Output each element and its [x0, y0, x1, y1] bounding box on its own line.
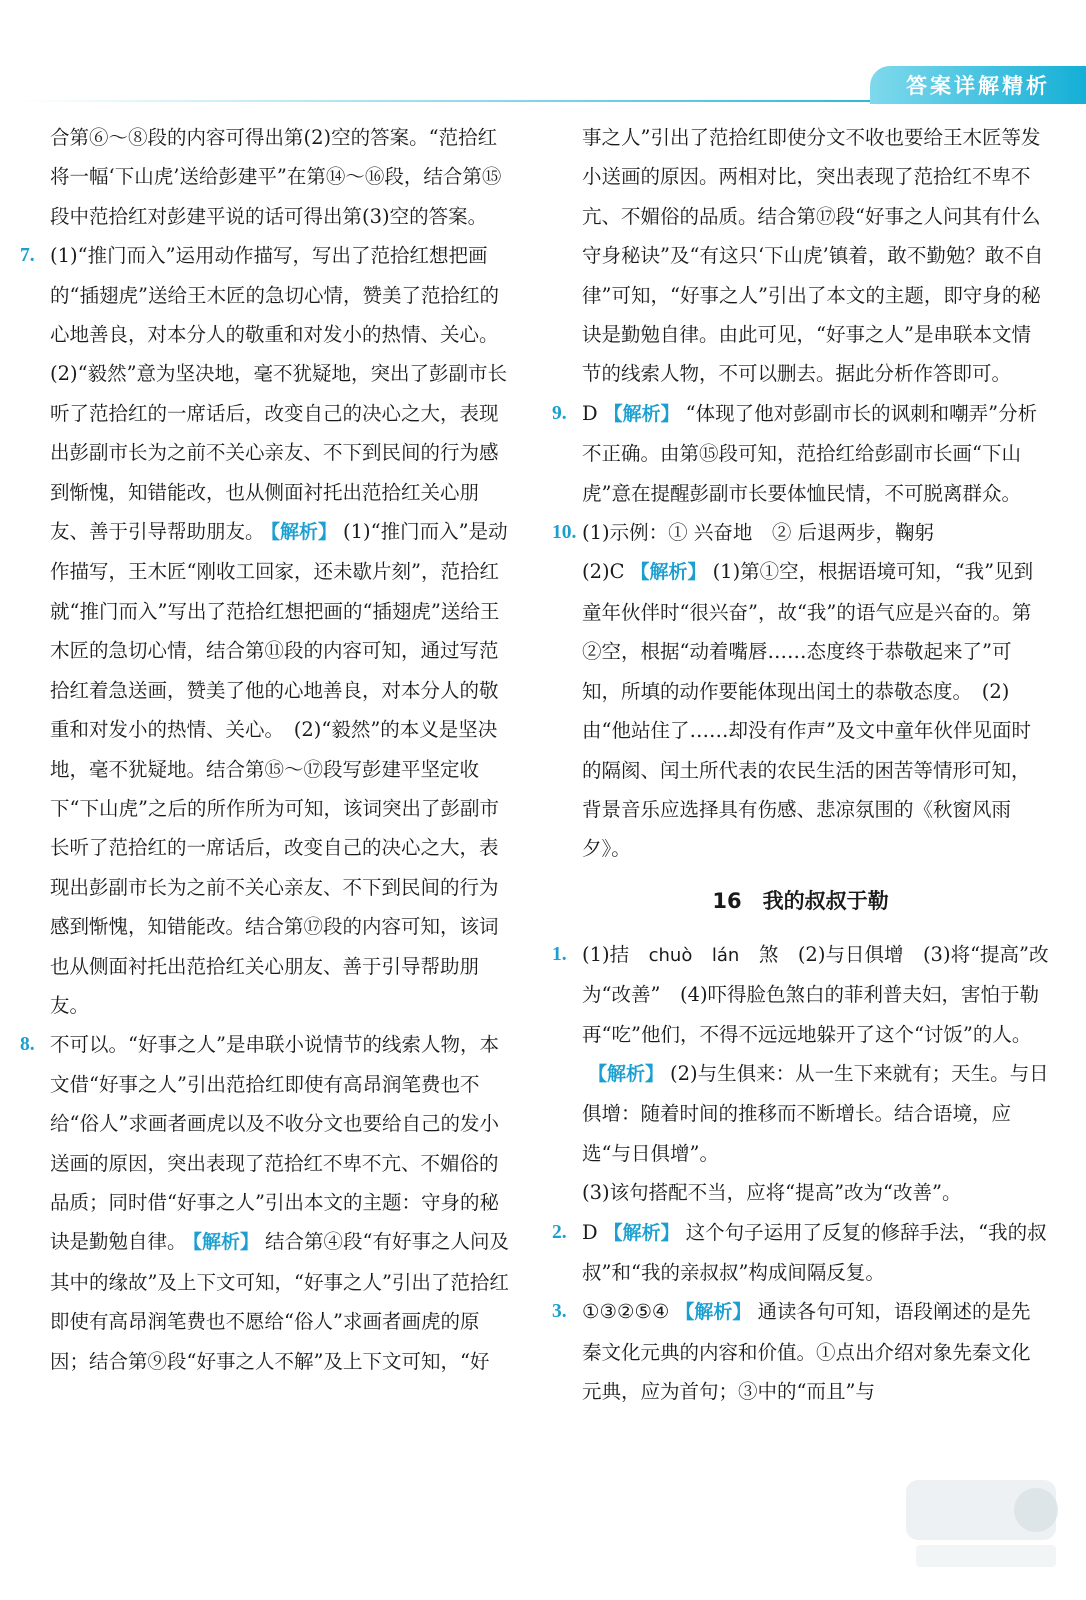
- analysis-label: 【解析】: [192, 1231, 260, 1254]
- question-9: [552, 394, 1049, 513]
- analysis-label: 【解析】: [675, 1301, 752, 1324]
- continuation-text: 事之人”引出了范拾红即使分文不收也要给王木匠等发小送画的原因。两相对比，突出表现了范拾红不卑不亢、不媚俗的品质。结合第⑰段“好事之人问其有什么守身秘诀”及“有这只‘下山虎’镇着，敢不勤勉？敢不自律”可知，“好事之人”引出了本文的主题，即守身的秘诀是勤勉自律。由此可见，“好事之人”是串联本文情节的线索人物，不可以删去。据此分析作答即可。: [582, 126, 1044, 386]
- analysis-label: 【解析】: [630, 561, 707, 584]
- analysis-text: 结合第④段“有好事之人问及其中的缘故”及上下文可知，“好事之人”引出了范拾红即使有高昂润笔费也不愿给“俗人”求画者画虎的原因；结合第⑨段“好事之人不解”及上下文可知，“好: [50, 1230, 510, 1373]
- question-number: 1.: [552, 943, 567, 965]
- section-number: 16: [712, 888, 742, 913]
- analysis-label: 【解析】: [270, 521, 338, 544]
- analysis-note: (3)该句搭配不当，应将“提高”改为“改善”。: [582, 1181, 962, 1205]
- section-heading: [552, 881, 1049, 921]
- analysis-text: 通读各句可知，语段阐述的是先秦文化元典的内容和价值。①点出介绍对象先秦文化元典，应为首句；③中的“而且”与: [582, 1300, 1031, 1404]
- question-number: 7.: [20, 245, 35, 267]
- question-7: [20, 236, 514, 1025]
- analysis-label: 【解析】: [588, 1062, 665, 1085]
- question-number: 3.: [552, 1301, 567, 1323]
- answer-text: ①③②⑤④: [582, 1300, 670, 1324]
- answer-text: (2)C: [582, 560, 625, 584]
- answer-text: 煞 (2)与日俱增 (3)将“提高”改为“改善” (4)吓得脸色煞白的菲利普夫妇，害怕于勒再“吃”他们，不得不远远地躲开了这个“讨饭”的人。: [582, 942, 1049, 1046]
- answer-text: (1)“推门而入”运用动作描写，写出了范拾红想把画的“插翅虎”送给王木匠的急切心情，赞美了范拾红的心地善良，对本分人的敬重和对发小的热情、关心。 (2)“毅然”意为坚决地，毫不犹疑地，突出了彭副市长听了范拾红的一席话后，改变自己的决心之大，表现出彭副市长为之前不关心亲友、不下到民间的行为感到惭愧，知错能改，也从侧面衬托出范拾红关心朋友、善于引导帮助朋友。: [50, 244, 509, 544]
- analysis-text: (2)与生俱来：从一生下来就有；天生。与日俱增：随着时间的推移而不断增长。结合语境，应选“与日俱增”。: [582, 1061, 1049, 1165]
- question-10: [552, 513, 1049, 869]
- question-1: [552, 935, 1049, 1213]
- analysis-label: 【解析】: [603, 402, 680, 425]
- analysis-label: 【解析】: [603, 1221, 680, 1244]
- question-number: 8.: [20, 1034, 35, 1056]
- analysis-text: 这个句子运用了反复的修辞手法，“我的叔叔”和“我的亲叔叔”构成间隔反复。: [582, 1220, 1047, 1284]
- analysis-text: (1)第①空，根据语境可知，“我”见到童年伙伴时“很兴奋”，故“我”的语气应是兴奋的。第②空，根据“动着嘴唇……态度终于恭敬起来了”可知，所填的动作要能体现出闰土的恭敬态度。 (2)由“他站住了……却没有作声”及文中童年伙伴见面时的隔阂、闰土所代表的农民生活的困苦等情形可知，背景音乐应选择具有伤感、悲凉氛围的《秋窗风雨夕》。: [582, 560, 1034, 861]
- answer-line-1: (1)示例：① 兴奋地 ② 后退两步，鞠躬: [582, 521, 935, 545]
- question-3: [552, 1292, 1049, 1411]
- answer-text: D: [582, 401, 598, 425]
- continuation-text: 合第⑥～⑧段的内容可得出第(2)空的答案。“范拾红将一幅‘下山虎’送给彭建平”在第⑭～⑯段，结合第⑮段中范拾红对彭建平说的话可得出第(3)空的答案。: [50, 126, 502, 228]
- right-column: [552, 118, 1049, 1412]
- pinyin: chuò: [648, 944, 693, 966]
- answer-text: D: [582, 1220, 598, 1244]
- left-column: [20, 118, 514, 1381]
- question-number: 9.: [552, 402, 567, 424]
- watermark-logo: [896, 1460, 1066, 1580]
- header-rule: [20, 100, 870, 102]
- pinyin: lán: [711, 944, 740, 966]
- question-2: [552, 1213, 1049, 1293]
- analysis-text: “体现了他对彭副市长的讽刺和嘲弄”分析不正确。由第⑮段可知，范拾红给彭副市长画“下山虎”意在提醒彭副市长要体恤民情，不可脱离群众。: [582, 401, 1038, 505]
- answer-text: 不可以。“好事之人”是串联小说情节的线索人物，本文借“好事之人”引出范拾红即使有高昂润笔费也不给“俗人”求画者画虎以及不收分文也要给自己的发小送画的原因，突出表现了范拾红不卑不亢、不媚俗的品质；同时借“好事之人”引出本文的主题：守身的秘诀是勤勉自律。: [50, 1033, 499, 1254]
- question-number: 2.: [552, 1221, 567, 1243]
- answer-text: (1)拮: [582, 942, 649, 966]
- question-8: [20, 1025, 514, 1381]
- header-title: 答案详解精析: [870, 66, 1086, 104]
- section-title: 我的叔叔于勒: [762, 888, 889, 913]
- analysis-text: (1)“推门而入”是动作描写，王木匠“刚收工回家，还未歇片刻”，范拾红就“推门而入”写出了范拾红想把画的“插翅虎”送给王木匠的急切心情，结合第⑪段的内容可知，通过写范拾红着急送画，赞美了他的心地善良，对本分人的敬重和对发小的热情、关心。 (2)“毅然”的本义是坚决地，毫不犹疑地。结合第⑮～⑰段写彭建平坚定收下“下山虎”之后的所作所为可知，该词突出了彭副市长听了范拾红的一席话后，改变自己的决心之大，表现出彭副市长为之前不关心亲友、不下到民间的行为感到惭愧，知错能改。结合第⑰段的内容可知，该词也从侧面衬托出范拾红关心朋友、善于引导帮助朋友。: [50, 520, 508, 1017]
- question-number: 10.: [552, 522, 577, 544]
